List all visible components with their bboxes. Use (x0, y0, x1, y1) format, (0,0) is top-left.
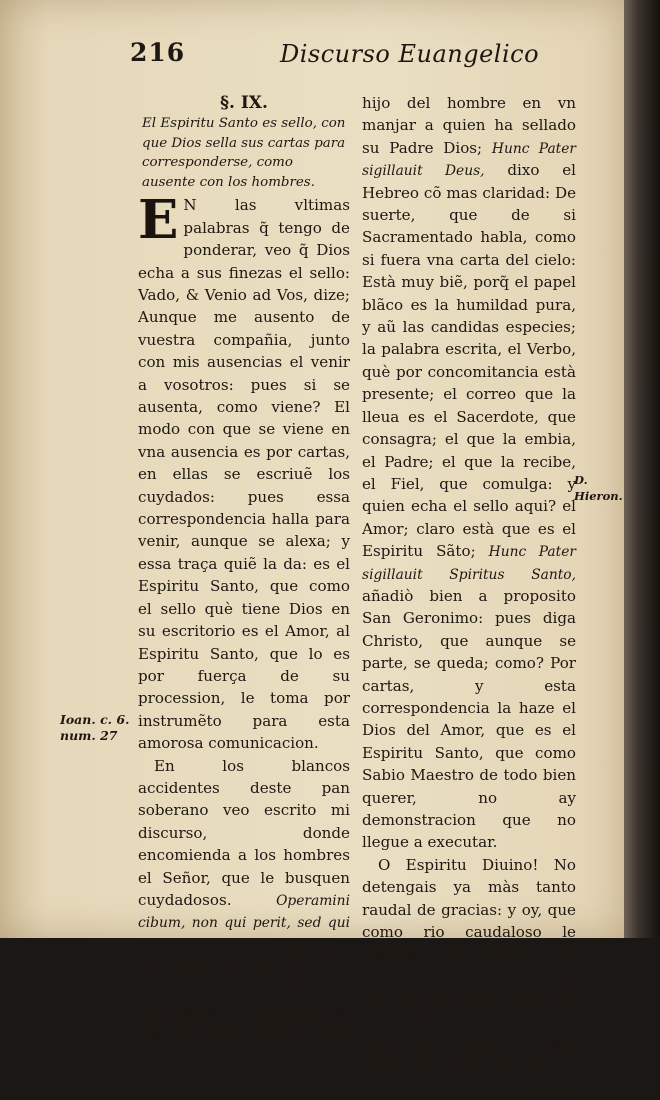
paragraph (138, 755, 350, 979)
page-number: 216 (130, 38, 186, 67)
margin-note-right: D. Hieron. (574, 473, 623, 503)
paragraph-text: N las vltimas palabras q̃ tengo de ponderar, veo q̃ Dios echa a sus finezas el sello: Vado, & Venio ad Vos, dize; Aunque me ausento de vuestra compañia, junto con mis ausencias el venir a vosotros: pues si se ausenta, como viene? El modo con que se viene en vna ausencia es por cartas, en ellas se escriuẽ los cuydados: pues essa correspondencia halla para venir, aunque se alexa; y essa traça quiẽ la da: es el Espiritu Santo, que como el sello què tiene Dios en su escritorio es el Amor, al Espiritu Santo, que lo es por fuerça de su procession, le toma por instrumẽto para esta amorosa comunicacion. (138, 196, 350, 753)
paragraph (138, 979, 350, 1069)
section-summary: El Espiritu Santo es sello, con que Dios sella sus cartas para corresponderse, como ausente con los hombres. (142, 116, 346, 190)
book-edge (624, 0, 660, 938)
paragraph (138, 189, 350, 754)
latin-quote: Ad quã, &c. (491, 1059, 574, 1076)
paragraph (362, 92, 576, 854)
paragraph-text: añadiò bien a proposito San Geronimo: pues diga Christo, que aunque se parte, se queda; como? Por cartas, y esta correspondencia la haze el Dios del Amor, que es el Espiritu Santo, que como Sabio Maestro de todo bien querer, no ay demonstracion que no llegue a executar. (362, 586, 576, 852)
margin-note-left: Ioan. c. 6. num. 27 (60, 712, 130, 743)
paragraph-text: dixo el Hebreo cõ mas claridad: De suerte, que de si Sacramentado habla, como si fuera vna carta del cielo: Està muy biẽ, porq̃ el papel blãco es la humildad pura, y aũ las candidas especies; la palabra escrita, el Verbo, què por concomitancia està presente; el correo que la lleua es el Sacerdote, que consagra; el que la embia, el Padre; el que la recibe, el Fiel, que comulga: y quien echa el sello aqui? el Amor; claro està que es el Espiritu Sãto; (362, 161, 576, 561)
paragraph-text: Buscad comida, dize, no transitoria ni perecedera, sino la eterna, que os darà el (138, 980, 350, 1066)
latin-quote: Hunc Pater sigillauit Spiritus Santo, (362, 544, 576, 583)
paragraph-text: hijo del hombre en vn manjar a quien ha sellado su Padre Dios; (362, 94, 576, 157)
catchword: DIS- (534, 1079, 576, 1098)
latin-quote: Hunc Pater sigillauit Deus, (362, 140, 576, 180)
paragraph (362, 854, 576, 1078)
left-column (138, 92, 350, 1068)
page-header (130, 38, 570, 78)
paragraph-text: O Espiritu Diuino! No detengais ya màs tanto raudal de gracias: y oy, que como rio caudaloso le deuertis tan franco, sea para infundirlas en lo coraçon de todos, para que llenos de gracia alcãcen el assistiros entre essos mares de gloria. (362, 855, 576, 1076)
drop-cap: E (138, 189, 179, 252)
latin-quote: Operamini cibum, non qui perit, sed qui permanet in Vitam æternam, hunc Pater signauit Deus. (138, 892, 350, 977)
running-title: Discurso Euangelico (280, 40, 540, 68)
paragraph-text: En los blancos accidentes deste pan soberano veo escrito mi discurso, donde encomienda a los hombres el Señor, que le busquen cuydadosos. (138, 756, 350, 909)
right-column (362, 92, 576, 1100)
section-heading: §. IX. (220, 93, 268, 113)
